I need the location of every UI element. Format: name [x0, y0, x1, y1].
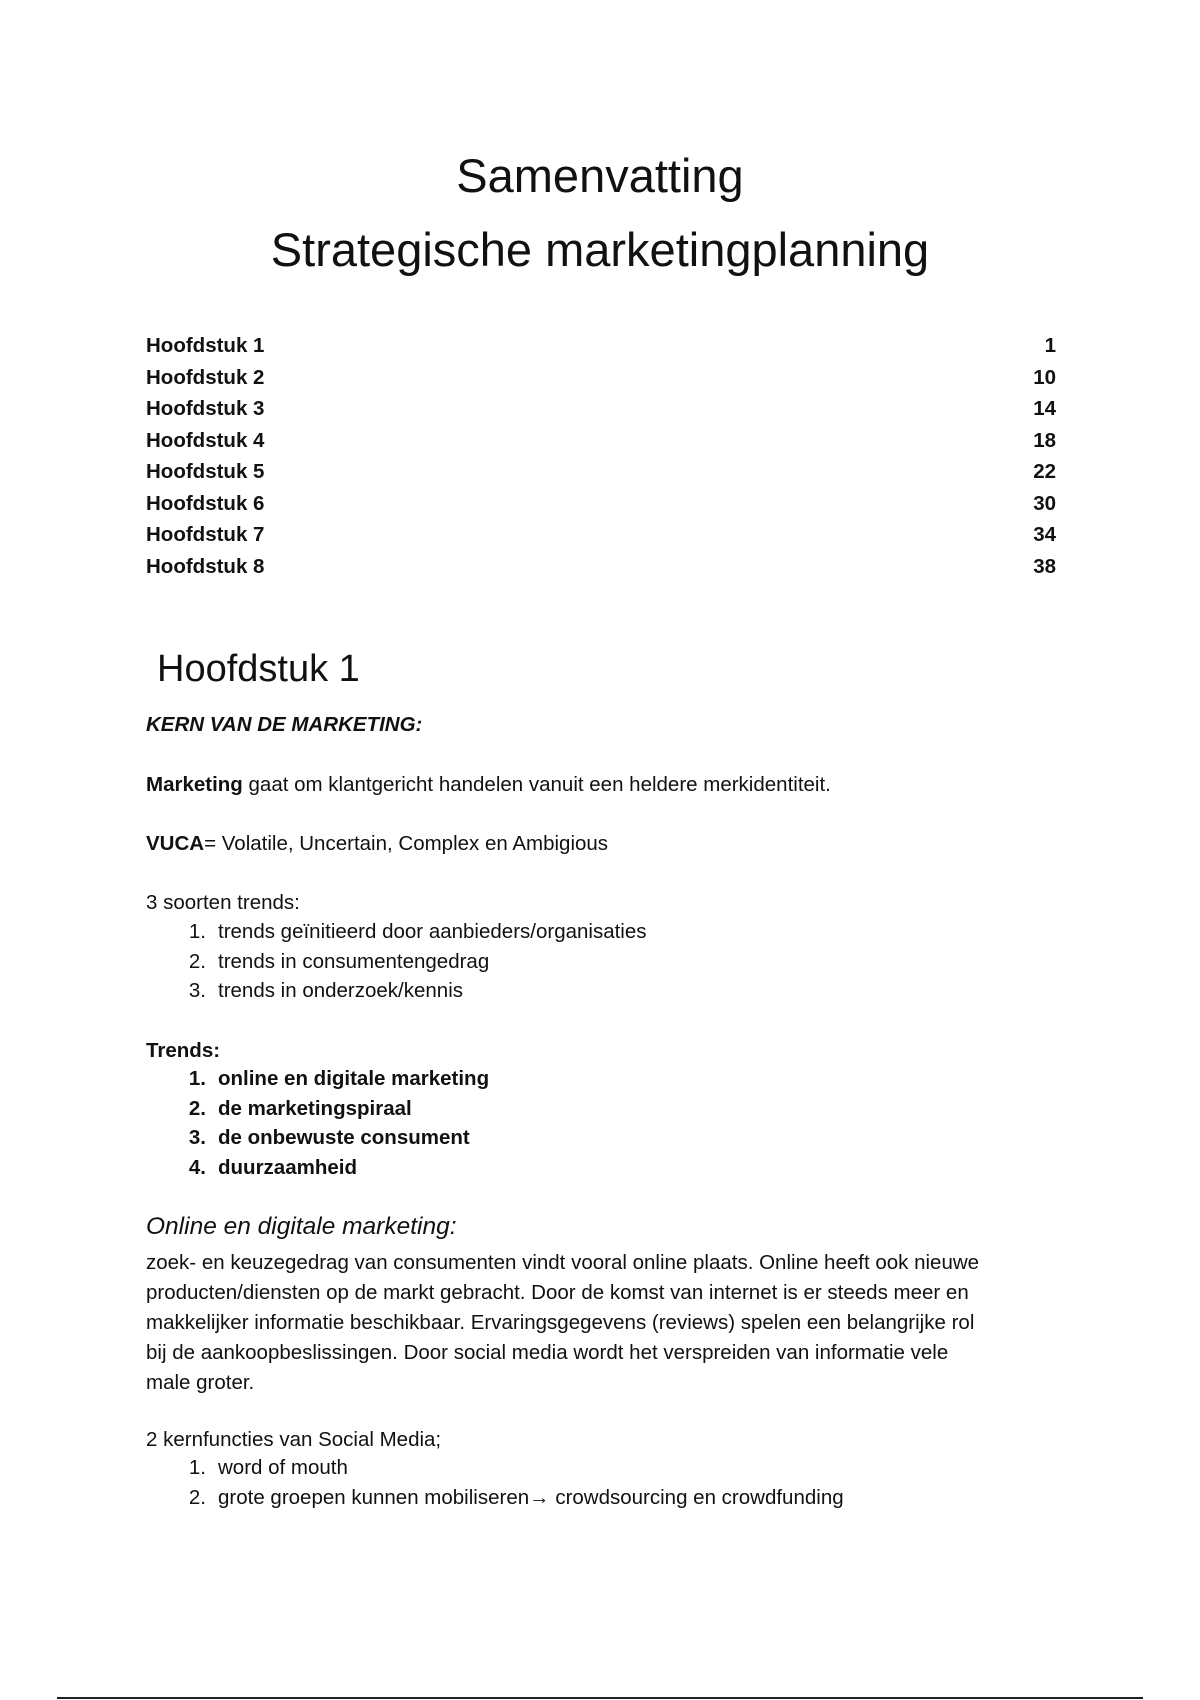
- vuca-definition: [146, 829, 608, 858]
- trend-types-list: [146, 917, 647, 1006]
- list-text: de marketingspiraal: [218, 1096, 412, 1120]
- toc-label: Hoofdstuk 6: [146, 491, 265, 515]
- vuca-definition-text: = Volatile, Uncertain, Complex en Ambigious: [204, 832, 609, 855]
- marketing-definition: [146, 770, 831, 799]
- list-number: 2.: [188, 949, 206, 973]
- paragraph-line: male groter.: [146, 1371, 255, 1394]
- toc-label: Hoofdstuk 5: [146, 460, 265, 483]
- section-label-kern: KERN VAN DE MARKETING:: [146, 713, 423, 736]
- toc-page: 1: [1044, 334, 1056, 357]
- toc-entry[interactable]: [146, 330, 1056, 362]
- list-text: trends in onderzoek/kennis: [218, 979, 464, 1002]
- vuca-term: VUCA: [146, 832, 205, 855]
- list-text: grote groepen kunnen mobiliseren→ crowdsourcing en crowdfunding: [218, 1485, 844, 1509]
- social-functions-intro: 2 kernfuncties van Social Media;: [146, 1428, 442, 1451]
- list-number: 1.: [188, 1456, 206, 1479]
- list-number: 3.: [188, 1126, 206, 1149]
- list-item: [146, 1094, 489, 1124]
- toc-page: 14: [1033, 397, 1056, 420]
- list-item: [146, 1123, 489, 1153]
- marketing-definition-text: gaat om klantgericht handelen vanuit een heldere merkidentiteit.: [242, 773, 831, 796]
- list-item: [146, 1153, 489, 1183]
- list-text: trends in consumentengedrag: [218, 949, 490, 973]
- toc-entry[interactable]: [146, 425, 1056, 457]
- list-item: [146, 917, 647, 947]
- toc-label: Hoofdstuk 8: [146, 554, 265, 578]
- toc-label: Hoofdstuk 3: [146, 397, 265, 420]
- toc-entry[interactable]: [146, 519, 1056, 551]
- list-number: 4.: [188, 1155, 206, 1179]
- list-text: word of mouth: [218, 1456, 348, 1479]
- document-title-line2: Strategische marketingplanning: [270, 223, 930, 276]
- toc-entry[interactable]: [146, 393, 1056, 425]
- trends-label: Trends:: [146, 1039, 221, 1062]
- list-item: [146, 976, 647, 1006]
- toc-page: 22: [1033, 460, 1056, 483]
- paragraph-line: zoek- en keuzegedrag van consumenten vindt vooral online plaats. Online heeft ook nieuwe: [146, 1251, 980, 1274]
- list-number: 1.: [188, 920, 206, 943]
- toc-page: 30: [1033, 491, 1056, 515]
- paragraph-line: producten/diensten op de markt gebracht. Door de komst van internet is er steeds meer en: [146, 1281, 969, 1304]
- page-bottom-rule: [57, 1697, 1143, 1699]
- toc-label: Hoofdstuk 7: [146, 523, 265, 546]
- trends-list: [146, 1064, 489, 1182]
- toc-page: 10: [1033, 365, 1056, 389]
- list-number: 2.: [188, 1485, 206, 1509]
- list-item: [146, 1453, 844, 1483]
- toc-page: 18: [1033, 428, 1056, 452]
- list-number: 2.: [188, 1096, 206, 1120]
- subsection-heading-online: Online en digitale marketing:: [146, 1213, 457, 1240]
- list-text: trends geïnitieerd door aanbieders/organisaties: [218, 920, 647, 943]
- toc-entry[interactable]: [146, 551, 1056, 583]
- paragraph-line: bij de aankoopbeslissingen. Door social media wordt het verspreiden van informatie vele: [146, 1341, 949, 1364]
- list-text: duurzaamheid: [218, 1155, 357, 1179]
- toc-label: Hoofdstuk 1: [146, 334, 265, 357]
- document-title-line1: Samenvatting: [456, 149, 744, 202]
- toc-entry[interactable]: [146, 362, 1056, 394]
- list-item: [146, 947, 647, 977]
- list-item: [146, 1064, 489, 1094]
- list-number: 1.: [188, 1067, 206, 1090]
- list-text: online en digitale marketing: [218, 1067, 490, 1090]
- list-number: 3.: [188, 979, 206, 1002]
- list-item: [146, 1483, 844, 1513]
- toc-entry[interactable]: [146, 488, 1056, 520]
- chapter-heading: Hoofdstuk 1: [157, 648, 360, 690]
- social-functions-list: [146, 1453, 844, 1512]
- list-text: de onbewuste consument: [218, 1126, 470, 1149]
- paragraph-line: makkelijker informatie beschikbaar. Ervaringsgegevens (reviews) spelen een belangrijke rol: [146, 1311, 975, 1334]
- online-paragraph: [146, 1248, 1066, 1398]
- toc-entry[interactable]: [146, 456, 1056, 488]
- toc-label: Hoofdstuk 4: [146, 428, 265, 452]
- toc-label: Hoofdstuk 2: [146, 365, 265, 389]
- toc-page: 34: [1033, 523, 1056, 546]
- table-of-contents: [146, 330, 1056, 582]
- toc-page: 38: [1033, 554, 1056, 578]
- trend-types-intro: 3 soorten trends:: [146, 891, 300, 914]
- marketing-term: Marketing: [146, 773, 243, 796]
